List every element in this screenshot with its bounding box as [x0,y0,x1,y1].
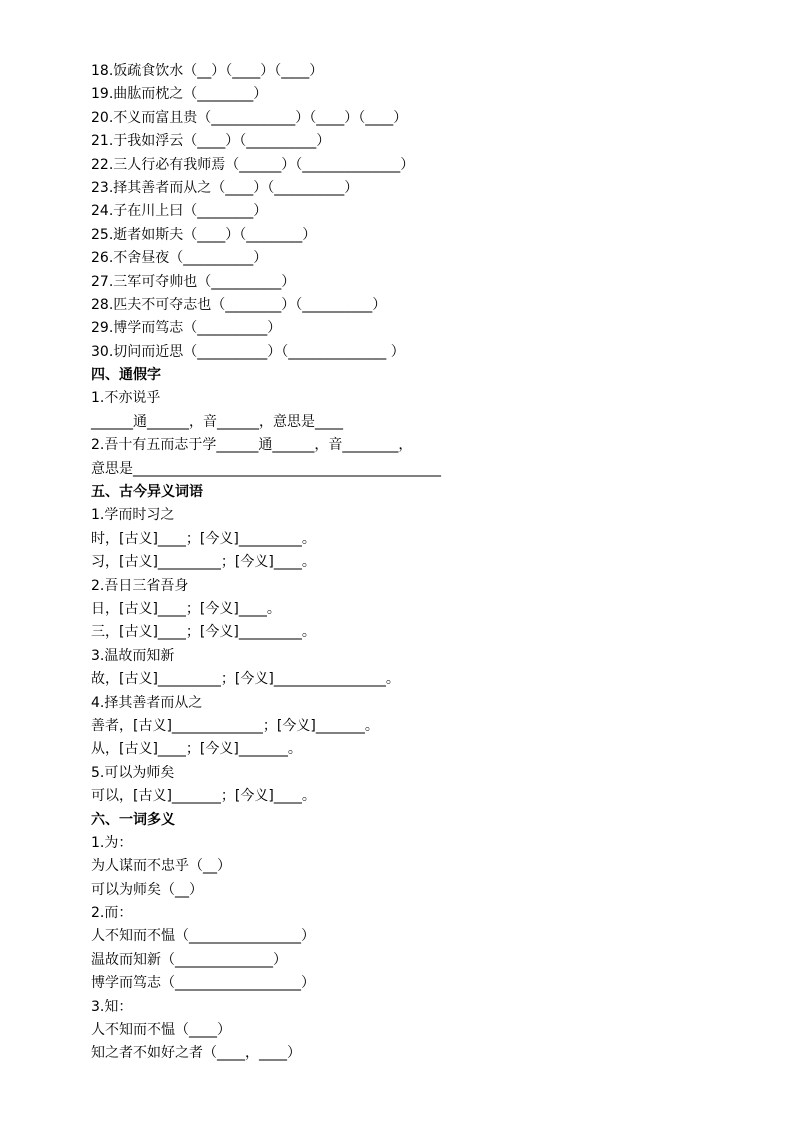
gujin-item-3: 3.温故而知新 [91,647,175,664]
worksheet-page [91,60,731,1066]
duoyi-item-1-a: 为人谋而不忠乎（__） [91,858,231,875]
gujin-item-4: 4.择其善者而从之 [91,694,203,711]
question-24: 24.子在川上曰（________） [91,203,268,220]
duoyi-item-1-b: 可以为师矣（__） [91,881,203,898]
gujin-item-2-ri: 日，[古义]____；[今义]____。 [91,600,281,617]
question-27: 27.三军可夺帅也（__________） [91,273,296,290]
duoyi-item-2-c: 博学而笃志（__________________） [91,975,315,992]
question-18: 18.饭疏食饮水（__）（____）（____） [91,63,324,79]
question-30: 30.切问而近思（__________）（______________ ） [91,343,405,360]
gujin-item-3-gu: 故，[古义]_________；[今义]________________。 [91,671,400,688]
tongjiazi-item-2: 2.吾十有五而志于学______通______，音________， [91,437,413,454]
question-20: 20.不义而富且贵（____________）（____）（____） [91,109,408,126]
question-26: 26.不舍昼夜（__________） [91,250,268,267]
gujin-item-1-shi: 时，[古义]____；[今义]_________。 [91,530,316,547]
duoyi-item-3-a: 人不知而不愠（____） [91,1022,231,1039]
gujin-item-5-keyi: 可以，[古义]_______；[今义]____。 [91,788,316,805]
tongjiazi-item-1-blank: ______通______，音______，意思是____ [91,413,343,430]
gujin-item-2: 2.吾日三省吾身 [91,577,189,594]
question-23: 23.择其善者而从之（____）（__________） [91,179,359,196]
section-heading-tongjiazi: 四、通假字 [91,367,161,384]
duoyi-item-2-a: 人不知而不愠（________________） [91,928,315,945]
question-22: 22.三人行必有我师焉（______）（______________） [91,156,415,173]
duoyi-item-2: 2.而： [91,905,133,922]
question-28: 28.匹夫不可夺志也（________）（__________） [91,296,387,313]
gujin-item-2-san: 三，[古义]____；[今义]_________。 [91,624,316,641]
section-heading-gujinyiyi: 五、古今异义词语 [91,484,203,501]
gujin-item-5: 5.可以为师矣 [91,764,175,781]
duoyi-item-3-b: 知之者不如好之者（____，____） [91,1045,301,1062]
tongjiazi-item-2-meaning: 意思是____________________________________________ [91,460,441,477]
question-21: 21.于我如浮云（____）（__________） [91,133,331,150]
gujin-item-1: 1.学而时习之 [91,507,175,524]
gujin-item-1-xi: 习，[古义]_________；[今义]____。 [91,554,316,571]
question-19: 19.曲肱而枕之（________） [91,86,268,103]
gujin-item-4-shanzhe: 善者，[古义]_____________；[今义]_______。 [91,717,379,734]
question-29: 29.博学而笃志（__________） [91,320,282,337]
tongjiazi-item-1: 1.不亦说乎 [91,390,161,407]
duoyi-item-3: 3.知： [91,998,133,1015]
section-heading-yiciduoyi: 六、一词多义 [91,811,175,828]
duoyi-item-1: 1.为： [91,834,133,851]
duoyi-item-2-b: 温故而知新（______________） [91,951,287,968]
question-25: 25.逝者如斯夫（____）（________） [91,226,317,243]
gujin-item-4-cong: 从，[古义]____；[今义]_______。 [91,741,302,758]
